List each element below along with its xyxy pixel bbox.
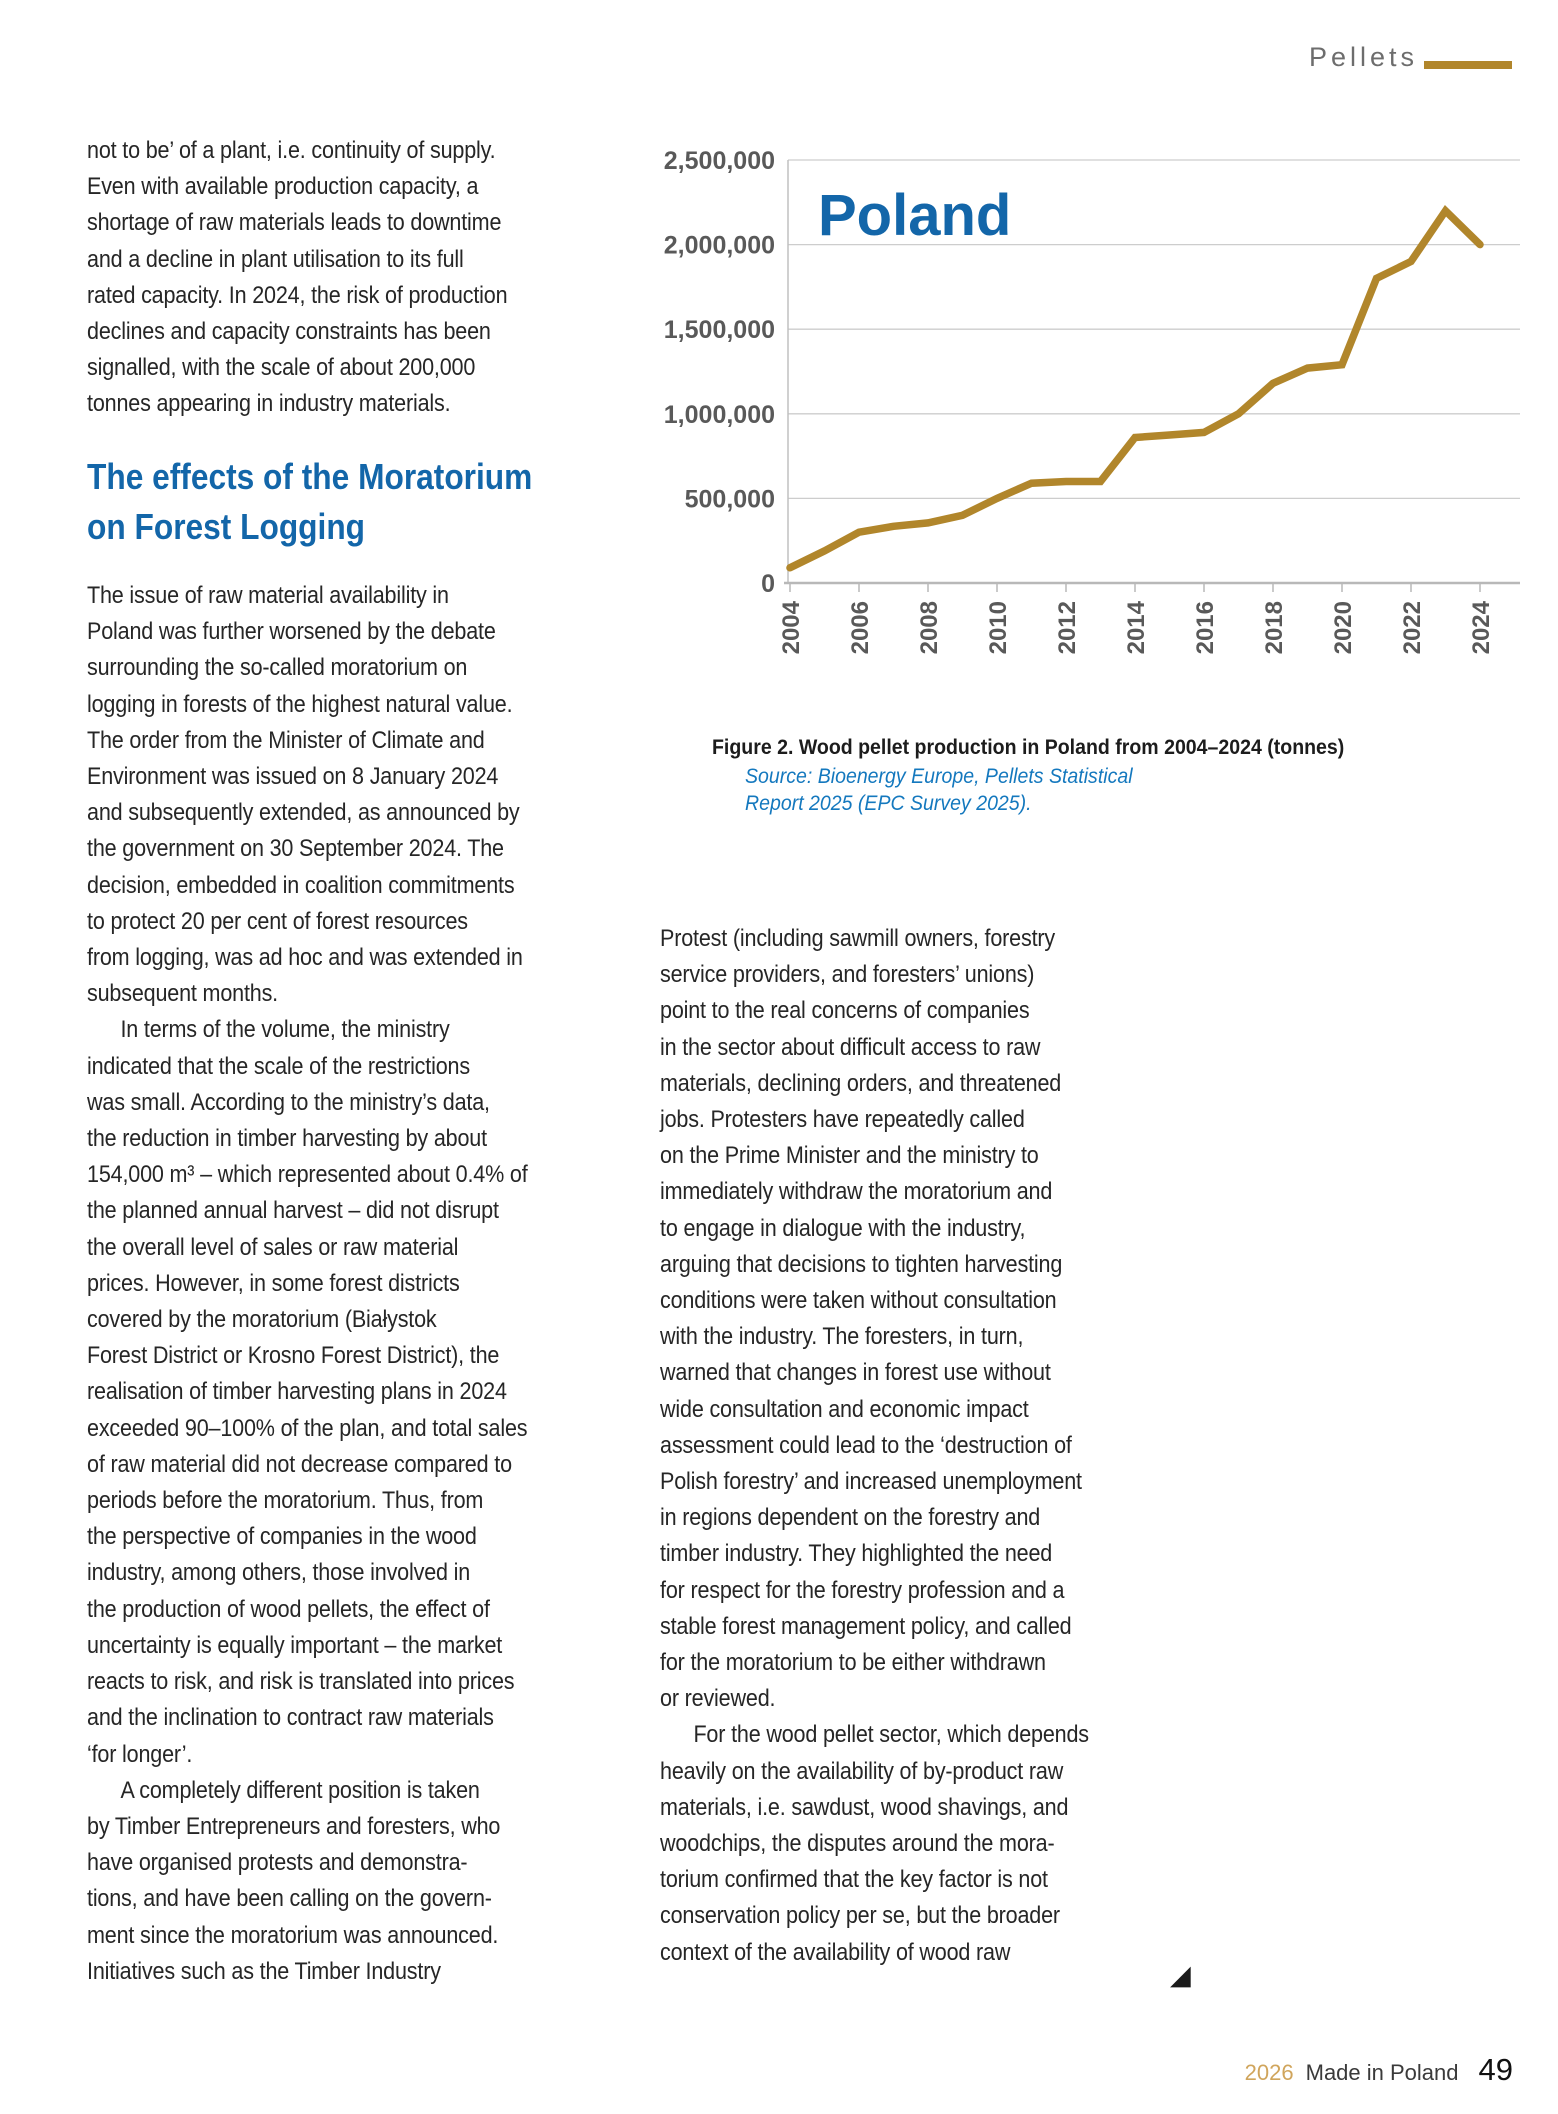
text-line: Poland was further worsened by the debate — [87, 618, 496, 646]
text-line: woodchips, the disputes around the mora- — [660, 1830, 1055, 1858]
text-line: of raw material did not decrease compared to — [87, 1450, 512, 1478]
text-line: decision, embedded in coalition commitments — [87, 871, 515, 899]
text-line: the government on 30 September 2024. The — [87, 835, 504, 863]
text-line: torium confirmed that the key factor is not — [660, 1866, 1048, 1894]
left-column-body — [87, 578, 528, 1990]
text-line: for respect for the forestry profession and a — [660, 1576, 1065, 1604]
text-line: In terms of the volume, the ministry — [120, 1016, 450, 1044]
text-line: A completely different position is taken — [120, 1776, 480, 1804]
x-axis-label: 2008 — [916, 601, 943, 655]
text-line: Polish forestry’ and increased unemployment — [660, 1468, 1082, 1496]
text-line: logging in forests of the highest natural value. — [87, 690, 513, 718]
text-line: the overall level of sales or raw material — [87, 1233, 459, 1261]
x-axis-label: 2018 — [1261, 601, 1288, 655]
production-data-line — [790, 211, 1480, 568]
paragraph — [660, 921, 1089, 1717]
text-line: industry, among others, those involved in — [87, 1559, 471, 1587]
figure-source-line: Source: Bioenergy Europe, Pellets Statistical — [745, 765, 1133, 788]
page-header — [1309, 42, 1512, 73]
x-axis-label: 2016 — [1192, 601, 1219, 655]
text-line: materials, i.e. sawdust, wood shavings, and — [660, 1793, 1069, 1821]
text-line: tonnes appearing in industry materials. — [87, 390, 451, 418]
x-axis-label: 2024 — [1468, 601, 1495, 655]
text-line: conservation policy per se, but the broader — [660, 1902, 1060, 1930]
text-line: for the moratorium to be either withdrawn — [660, 1649, 1046, 1677]
y-axis-label: 1,500,000 — [663, 316, 775, 345]
text-line: was small. According to the ministry’s data, — [87, 1088, 490, 1116]
text-line: point to the real concerns of companies — [660, 997, 1030, 1025]
text-line: have organised protests and demonstra- — [87, 1849, 468, 1877]
text-line: by Timber Entrepreneurs and foresters, who — [87, 1812, 501, 1840]
section-heading-line: on Forest Logging — [87, 506, 366, 547]
text-line: tions, and have been calling on the govern- — [87, 1885, 492, 1913]
x-axis-label: 2006 — [847, 601, 874, 655]
text-line: timber industry. They highlighted the need — [660, 1540, 1053, 1568]
paragraph — [87, 578, 528, 1012]
text-line: Forest District or Krosno Forest District), the — [87, 1342, 500, 1370]
section-heading — [87, 452, 532, 552]
text-line: to engage in dialogue with the industry, — [660, 1214, 1026, 1242]
line-chart-svg — [620, 105, 1530, 705]
text-line: and subsequently extended, as announced by — [87, 799, 520, 827]
text-line: uncertainty is equally important – the market — [87, 1631, 503, 1659]
text-line: from logging, was ad hoc and was extended in — [87, 944, 523, 972]
figure-caption: Figure 2. Wood pellet production in Poland from 2004–2024 (tonnes) — [712, 736, 1345, 759]
y-axis-label: 0 — [761, 570, 775, 598]
y-axis-label: 2,000,000 — [663, 231, 775, 260]
text-line: covered by the moratorium (Białystok — [87, 1306, 437, 1334]
text-line: in regions dependent on the forestry and — [660, 1504, 1041, 1532]
text-line: with the industry. The foresters, in turn, — [660, 1323, 1024, 1351]
text-line: declines and capacity constraints has been — [87, 318, 491, 346]
paragraph — [660, 1717, 1089, 1970]
text-line: and the inclination to contract raw materials — [87, 1704, 494, 1732]
text-line: jobs. Protesters have repeatedly called — [660, 1106, 1025, 1134]
footer-publication: Made in Poland — [1305, 2060, 1459, 2085]
text-line: service providers, and foresters’ unions) — [660, 961, 1035, 989]
text-line: and a decline in plant utilisation to its full — [87, 245, 464, 273]
chart-title: Poland — [818, 183, 1012, 248]
left-column-intro — [87, 133, 507, 423]
continuation-triangle-icon: ◢ — [1170, 1960, 1191, 1990]
text-line: subsequent months. — [87, 980, 279, 1008]
text-line: warned that changes in forest use without — [660, 1359, 1051, 1387]
text-line: reacts to risk, and risk is translated into prices — [87, 1668, 515, 1696]
text-line: in the sector about difficult access to raw — [660, 1033, 1041, 1061]
text-line: surrounding the so-called moratorium on — [87, 654, 468, 682]
text-line: context of the availability of wood raw — [660, 1938, 1011, 1966]
text-line: exceeded 90–100% of the plan, and total sales — [87, 1414, 528, 1442]
x-axis-label: 2020 — [1330, 601, 1357, 655]
y-axis-label: 500,000 — [684, 485, 775, 514]
text-line: Initiatives such as the Timber Industry — [87, 1957, 441, 1985]
x-axis-label: 2012 — [1054, 601, 1081, 655]
y-axis-label: 1,000,000 — [663, 400, 775, 429]
text-line: rated capacity. In 2024, the risk of production — [87, 281, 508, 309]
text-line: 154,000 m³ – which represented about 0.4% of — [87, 1161, 528, 1189]
paragraph — [87, 1012, 528, 1772]
text-line: Environment was issued on 8 January 2024 — [87, 763, 499, 791]
text-line: realisation of timber harvesting plans in 2024 — [87, 1378, 507, 1406]
x-axis-label: 2004 — [778, 601, 805, 655]
right-column-body — [660, 921, 1089, 1971]
text-line: immediately withdraw the moratorium and — [660, 1178, 1053, 1206]
y-axis-label: 2,500,000 — [663, 147, 775, 175]
page-footer — [1245, 2052, 1513, 2088]
text-line: ‘for longer’. — [87, 1740, 193, 1768]
paragraph — [87, 133, 507, 423]
text-line: the planned annual harvest – did not disrupt — [87, 1197, 499, 1225]
text-line: stable forest management policy, and called — [660, 1612, 1072, 1640]
text-line: the production of wood pellets, the effect of — [87, 1595, 490, 1623]
figure-source-line: Report 2025 (EPC Survey 2025). — [745, 792, 1032, 815]
text-line: heavily on the availability of by-product raw — [660, 1757, 1064, 1785]
text-line: The issue of raw material availability in — [87, 582, 449, 609]
section-label: Pellets — [1308, 42, 1418, 72]
x-axis-label: 2010 — [985, 601, 1012, 655]
figure-source — [745, 763, 1133, 817]
text-line: For the wood pellet sector, which depends — [693, 1721, 1089, 1749]
text-line: Even with available production capacity, a — [87, 173, 479, 201]
paragraph — [87, 1773, 528, 1990]
text-line: on the Prime Minister and the ministry to — [660, 1142, 1039, 1170]
text-line: or reviewed. — [660, 1685, 776, 1713]
text-line: Protest (including sawmill owners, forestry — [660, 925, 1056, 952]
text-line: conditions were taken without consultation — [660, 1287, 1057, 1315]
header-rule — [1424, 61, 1512, 69]
text-line: ment since the moratorium was announced. — [87, 1921, 499, 1949]
text-line: wide consultation and economic impact — [660, 1395, 1029, 1423]
section-heading-line: The effects of the Moratorium — [87, 456, 533, 497]
text-line: materials, declining orders, and threatened — [660, 1069, 1062, 1097]
text-line: the perspective of companies in the wood — [87, 1523, 477, 1551]
text-line: arguing that decisions to tighten harvesting — [660, 1250, 1063, 1278]
footer-year: 2026 — [1244, 2060, 1294, 2085]
text-line: prices. However, in some forest districts — [87, 1269, 460, 1297]
text-line: the reduction in timber harvesting by about — [87, 1125, 487, 1153]
x-axis-label: 2014 — [1123, 601, 1150, 655]
text-line: signalled, with the scale of about 200,000 — [87, 354, 476, 382]
text-line: to protect 20 per cent of forest resources — [87, 907, 468, 935]
page-number: 49 — [1478, 2052, 1513, 2087]
production-chart — [620, 105, 1530, 705]
text-line: not to be’ of a plant, i.e. continuity of supply. — [87, 137, 496, 164]
text-line: The order from the Minister of Climate and — [87, 726, 485, 754]
text-line: indicated that the scale of the restrictions — [87, 1052, 470, 1080]
text-line: shortage of raw materials leads to downtime — [87, 209, 502, 237]
text-line: periods before the moratorium. Thus, from — [87, 1487, 484, 1515]
x-axis-label: 2022 — [1399, 601, 1426, 655]
text-line: assessment could lead to the ‘destruction of — [660, 1431, 1072, 1459]
